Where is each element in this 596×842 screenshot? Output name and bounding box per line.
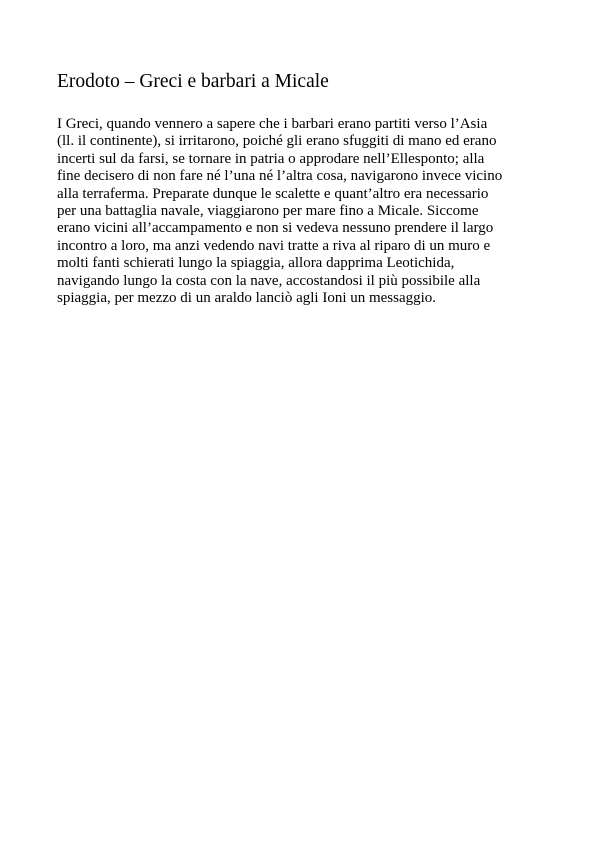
body-paragraph xyxy=(57,116,547,307)
paragraph-line: I Greci, quando vennero a sapere che i barbari erano partiti verso l’Asia xyxy=(57,116,488,132)
paragraph-line: fine decisero di non fare né l’una né l’altra cosa, navigarono invece vicino xyxy=(57,168,503,185)
paragraph-line: molti fanti schierati lungo la spiaggia, allora dapprima Leotichida, xyxy=(57,255,455,272)
paragraph-line: incerti sul da farsi, se tornare in patria o approdare nell’Ellesponto; alla xyxy=(57,150,485,167)
document-title: Erodoto – Greci e barbari a Micale xyxy=(57,71,329,92)
paragraph-line: alla terraferma. Preparate dunque le scalette e quant’altro era necessario xyxy=(57,185,489,202)
paragraph-line: spiaggia, per mezzo di un araldo lanciò agli Ioni un messaggio. xyxy=(57,290,437,307)
paragraph-line: (ll. il continente), si irritarono, poiché gli erano sfuggiti di mano ed erano xyxy=(57,133,497,150)
paragraph-line: per una battaglia navale, viaggiarono per mare fino a Micale. Siccome xyxy=(57,203,479,220)
paragraph-line: incontro a loro, ma anzi vedendo navi tratte a riva al riparo di un muro e xyxy=(57,237,491,254)
paragraph-line: navigando lungo la costa con la nave, accostandosi il più possibile alla xyxy=(57,272,481,289)
paragraph-line: erano vicini all’accampamento e non si vedeva nessuno prendere il largo xyxy=(57,220,494,237)
